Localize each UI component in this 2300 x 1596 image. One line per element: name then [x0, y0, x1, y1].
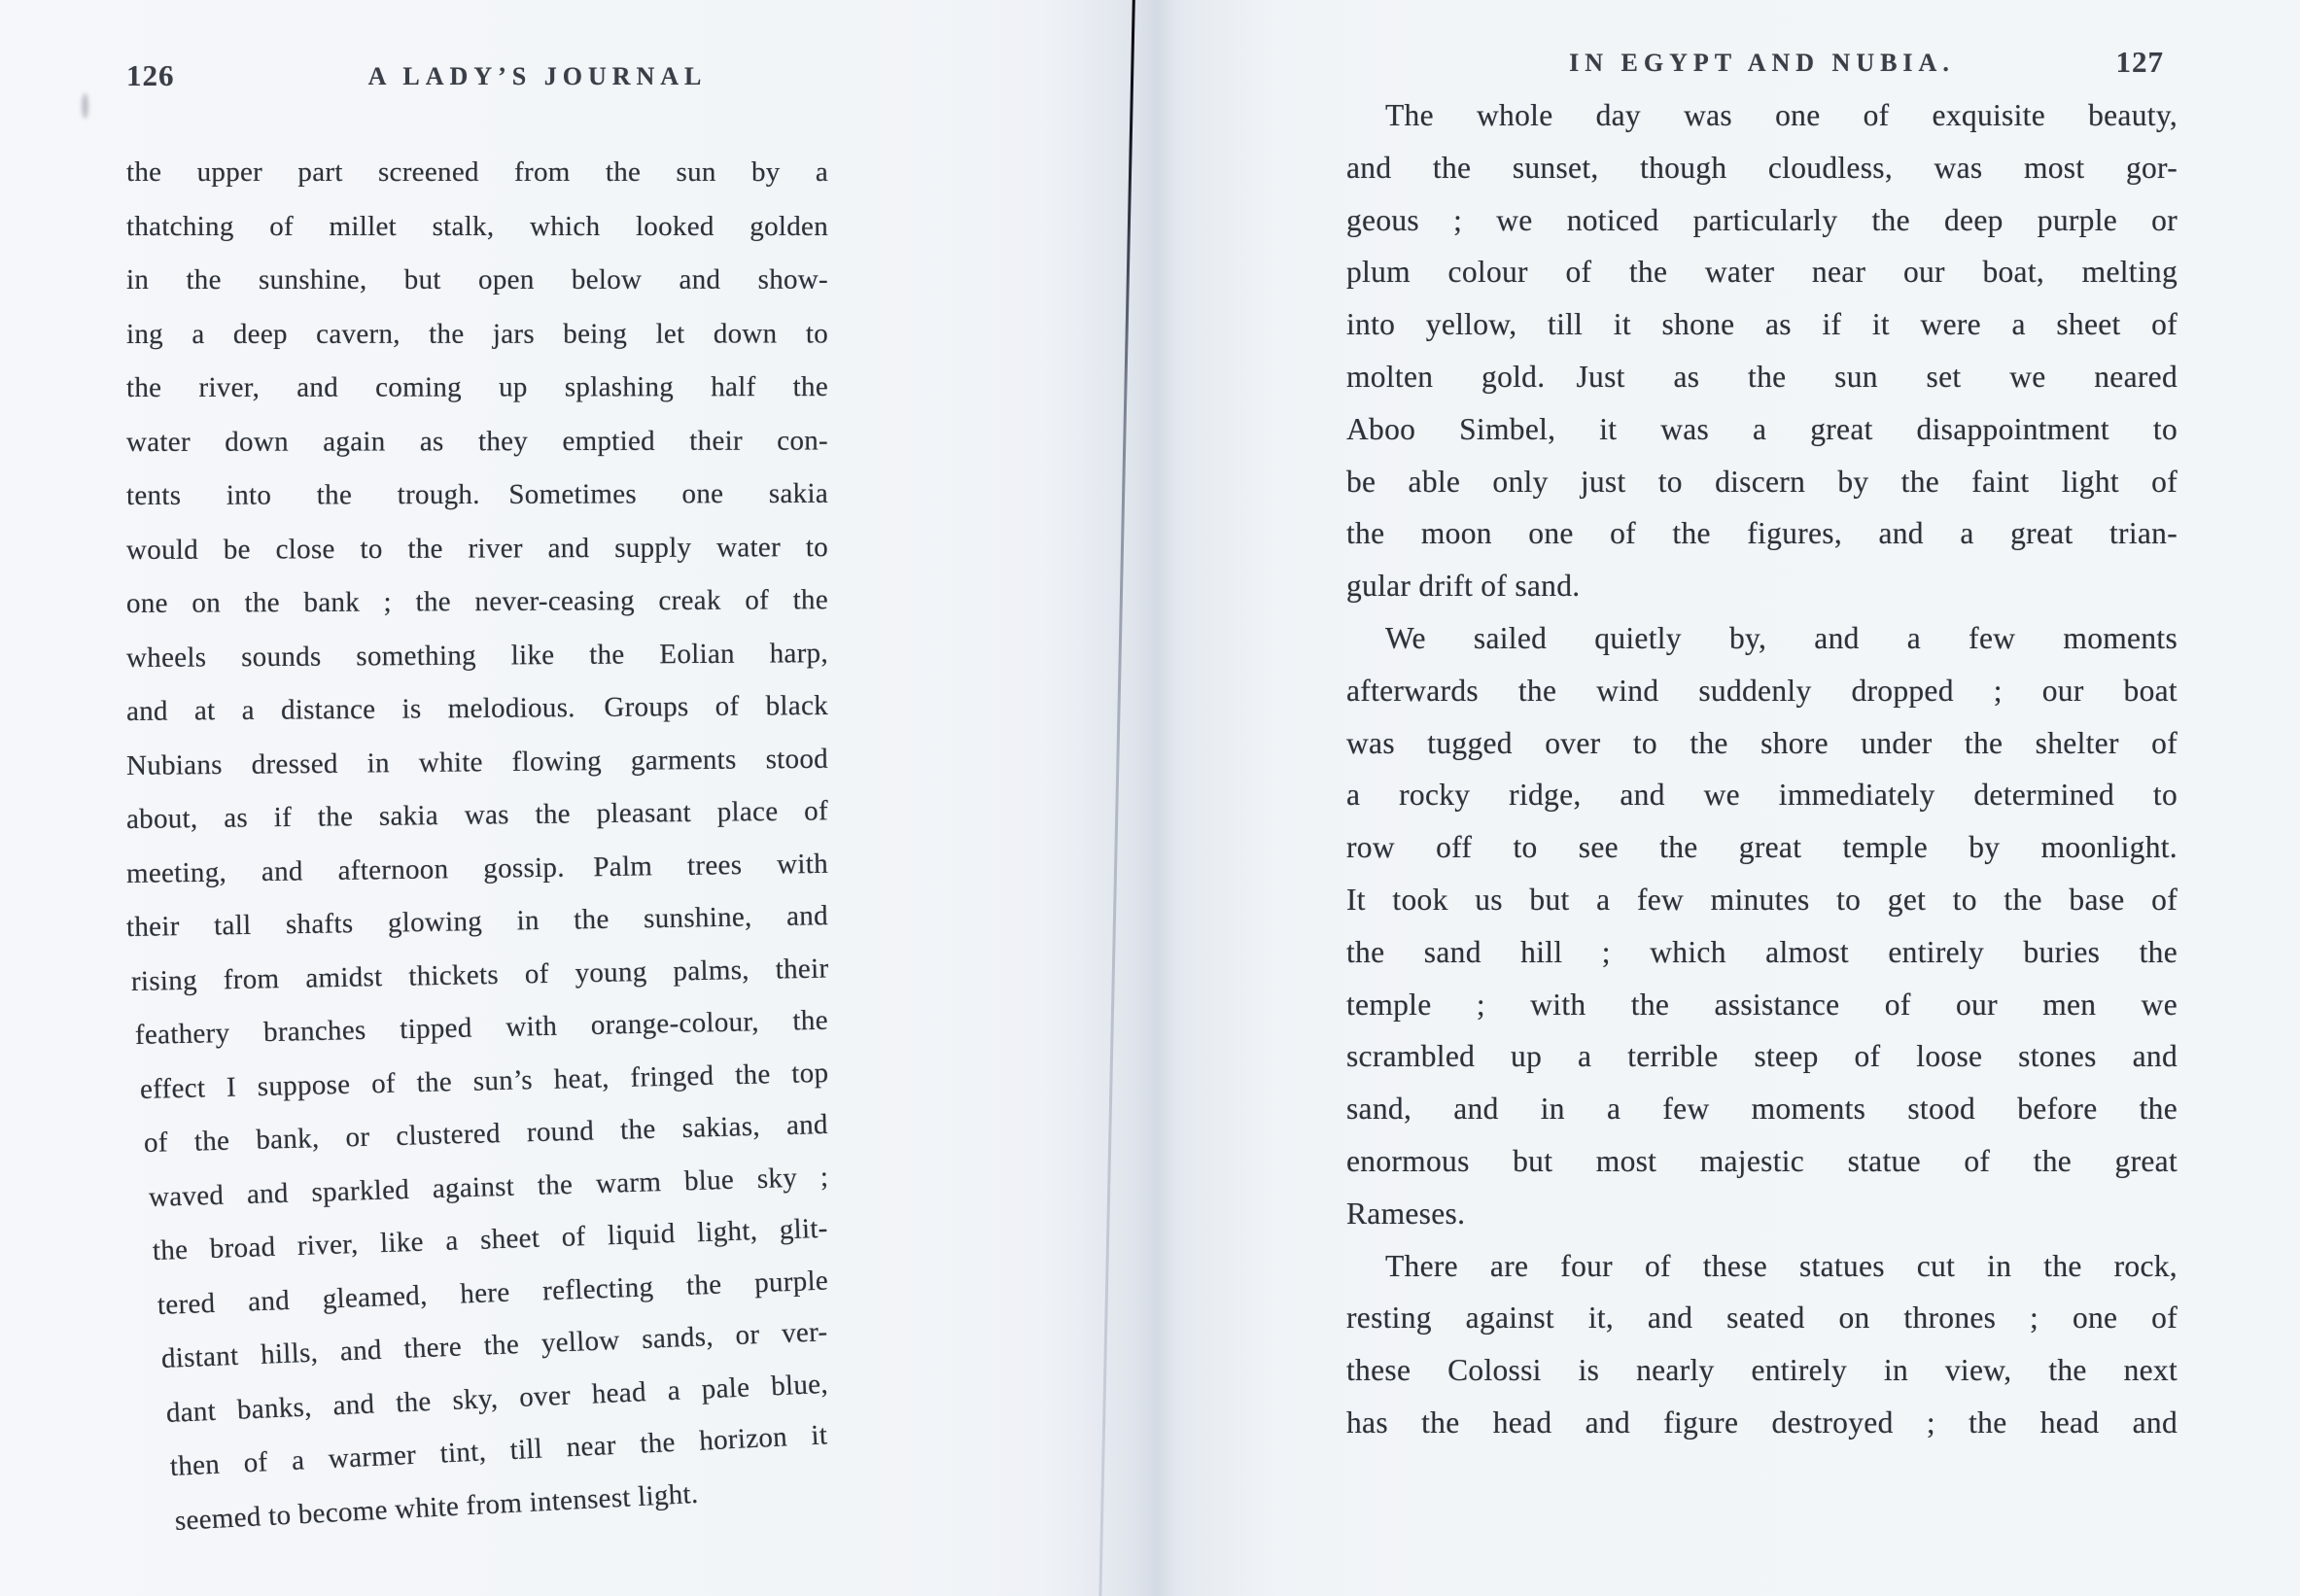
text-line: feathery branches tipped with orange-colour, the: [134, 1004, 829, 1051]
left-running-head-title: A LADY’S JOURNAL: [367, 62, 708, 90]
text-line: enormous but most majestic statue of the great: [1346, 1143, 2178, 1178]
text-line: be able only just to discern by the faint light of: [1346, 464, 2178, 499]
text-line: distant hills, and there the yellow sands, or ver-: [160, 1316, 829, 1374]
text-line: would be close to the river and supply water to: [125, 531, 829, 566]
text-line: and the sunset, though cloudless, was most gor-: [1346, 150, 2178, 185]
text-line: and at a distance is melodious. Groups of black: [125, 689, 829, 727]
text-line: of the bank, or clustered round the sakias, and: [143, 1108, 829, 1159]
text-line: There are four of these statues cut in the rock,: [1385, 1248, 2178, 1283]
scan-artifact: [82, 93, 88, 119]
right-page-number: 127: [2115, 45, 2164, 79]
text-line: meeting, and afternoon gossip. Palm trees with: [125, 848, 829, 889]
text-line: resting against it, and seated on thrones ; one of: [1346, 1301, 2178, 1336]
text-line: effect I suppose of the sun’s heat, fringed the top: [139, 1057, 829, 1105]
text-line: rising from amidst thickets of young palms, their: [130, 952, 829, 997]
text-line: the sand hill ; which almost entirely buries the: [1346, 934, 2178, 969]
text-line: the moon one of the figures, and a great trian-: [1346, 516, 2178, 551]
text-line: It took us but a few minutes to get to the base of: [1346, 882, 2178, 917]
text-line: plum colour of the water near our boat, melting: [1346, 255, 2178, 290]
text-line: the broad river, like a sheet of liquid light, glit-: [152, 1212, 829, 1266]
text-line: seemed to become white from intensest light.: [173, 1477, 699, 1537]
text-line: row off to see the great temple by moonlight.: [1346, 830, 2178, 865]
text-line: afterwards the wind suddenly dropped ; our boat: [1346, 673, 2178, 708]
text-line: ing a deep cavern, the jars being let down to: [125, 317, 829, 350]
text-line: geous ; we noticed particularly the deep purple or: [1346, 202, 2178, 237]
gutter-shadow: [1045, 0, 1269, 1596]
text-line: waved and sparkled against the warm blue sky ;: [147, 1161, 829, 1213]
left-page-number: 126: [126, 58, 175, 92]
text-line: wheels sounds something like the Eolian harp,: [125, 637, 829, 674]
text-line: has the head and figure destroyed ; the head and: [1346, 1405, 2178, 1440]
text-line: Nubians dressed in white flowing garments stood: [125, 743, 829, 781]
right-page-text-block: [1346, 89, 2178, 1449]
right-running-head-title: IN EGYPT AND NUBIA.: [1569, 49, 1955, 77]
text-line: Aboo Simbel, it was a great disappointment to: [1346, 411, 2178, 446]
text-line: dant banks, and the sky, over head a pale blue,: [164, 1368, 829, 1429]
text-line: sand, and in a few moments stood before the: [1346, 1092, 2178, 1127]
text-line: about, as if the sakia was the pleasant place of: [125, 795, 829, 835]
text-line: We sailed quietly by, and a few moments: [1385, 620, 2178, 655]
left-running-head-row: [126, 58, 828, 103]
text-line: tered and gleamed, here reflecting the purple: [156, 1265, 829, 1321]
text-line: into yellow, till it shone as if it were a sheet of: [1346, 307, 2178, 342]
text-line: The whole day was one of exquisite beauty,: [1385, 98, 2178, 132]
text-line: tents into the trough. Sometimes one sakia: [125, 477, 829, 511]
text-line: water down again as they emptied their con-: [125, 424, 829, 458]
right-running-head-row: [1346, 45, 2178, 89]
text-line: scrambled up a terrible steep of loose stones and: [1346, 1039, 2178, 1074]
text-line: the river, and coming up splashing half the: [125, 371, 829, 403]
text-line: temple ; with the assistance of our men we: [1346, 987, 2178, 1022]
text-line: their tall shafts glowing in the sunshine, and: [125, 900, 829, 943]
text-line: molten gold. Just as the sun set we neared: [1346, 359, 2178, 394]
text-line: these Colossi is nearly entirely in view, the next: [1346, 1353, 2178, 1388]
text-line: one on the bank ; the never-ceasing creak of the: [125, 584, 829, 619]
text-line: Rameses.: [1346, 1196, 1466, 1231]
text-line: in the sunshine, but open below and show-: [125, 263, 829, 295]
text-line: a rocky ridge, and we immediately determined to: [1346, 778, 2178, 813]
left-page-text-block: [126, 146, 828, 1548]
text-line: the upper part screened from the sun by a: [126, 156, 828, 188]
text-line: was tugged over to the shore under the shelter of: [1346, 725, 2178, 760]
text-line: thatching of millet stalk, which looked golden: [125, 210, 829, 242]
text-line: then of a warmer tint, till near the horizon it: [169, 1419, 828, 1482]
text-line: gular drift of sand.: [1346, 569, 1581, 604]
